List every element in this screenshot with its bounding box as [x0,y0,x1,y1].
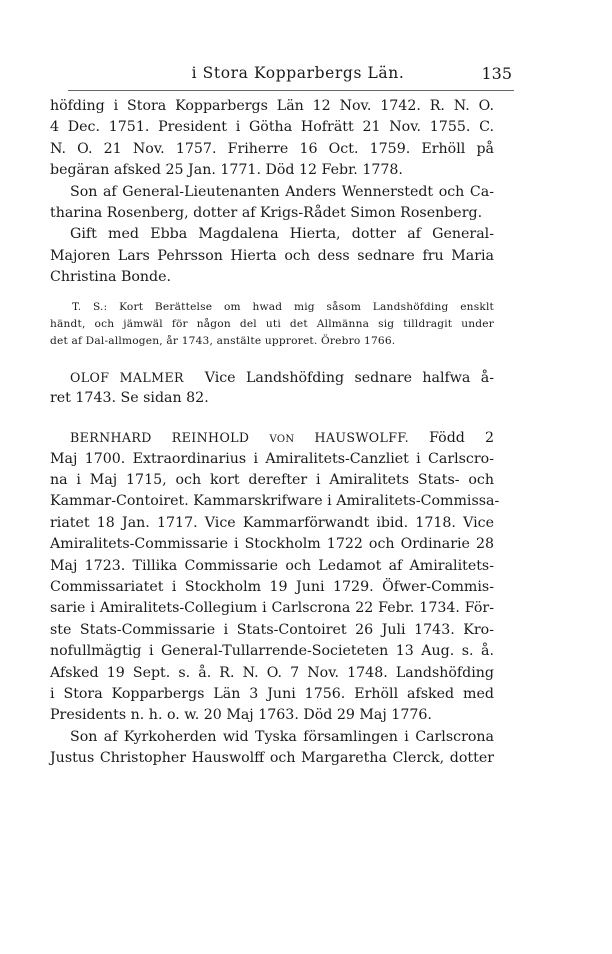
text-line [50,427,494,448]
text-line-rest: Vice Landshöfding sednare halfwa å- [204,369,494,386]
text-line: Kammar-Contoiret. Kammarskrifware i Amiralitets-Commissa- [50,493,500,510]
text-line-rest: Född 2 [429,430,494,447]
text-line: 4 Dec. 1751. President i Götha Hofrätt 21 Nov. 1755. C. [50,119,494,136]
entry-hauswolff [50,427,500,769]
text-line: i Stora Kopparbergs Län 3 Juni 1756. Erhöll afsked med [50,685,494,702]
text-line: begäran afsked 25 Jan. 1771. Död 12 Febr. 1778. [50,162,403,179]
text-line: na i Maj 1715, och kort derefter i Amiralitets Stats- och [50,472,494,489]
text-line: Gift med Ebba Magdalena Hierta, dotter af General- [70,226,494,243]
text-line: Justus Christopher Hauswolff och Margaretha Clerck, dotter [50,750,494,767]
text-line: Commissariatet i Stockholm 19 Juni 1729. Öfwer-Commis- [50,579,494,596]
person-name: BERNHARD REINHOLD [70,430,250,446]
footnote-line: T. S.: Kort Berättelse om hwad mig såsom Landshöfding ensklt [72,300,494,313]
text-line: ste Stats-Commissarie i Stats-Contoiret 26 Juli 1743. Kro- [50,621,494,638]
text-line: riatet 18 Jan. 1717. Vice Kammarförwandt ibid. 1718. Vice [50,514,494,531]
text-line: Amiralitets-Commissarie i Stockholm 1722 och Ordinarie 28 [50,536,494,553]
text-line: Maj 1700. Extraordinarius i Amiralitets-Canzliet i Carlscro- [50,450,494,467]
running-title: i Stora Kopparbergs Län. [191,64,405,82]
text-line: nofullmägtig i General-Tullarrende-Societeten 13 Aug. s. å. [50,643,494,660]
text-line: Son af Kyrkoherden wid Tyska församlingen i Carlscrona [70,728,494,745]
text-line: höfding i Stora Kopparbergs Län 12 Nov. 1742. R. N. O. [50,98,494,114]
text-line: ret 1743. Se sidan 82. [50,389,209,406]
entry-olof-malmer [50,367,494,410]
person-surname: HAUSWOLFF. [314,430,409,446]
text-line: Christina Bonde. [50,269,172,286]
body-text [50,96,500,770]
text-line [50,367,494,388]
page-number: 135 [481,64,512,83]
text-line: Majoren Lars Pehrsson Hierta och dess sednare fru Maria [50,247,494,264]
name-particle: VON [269,434,295,446]
text-line: Maj 1723. Tillika Commissarie och Ledamot af Amiralitets- [50,557,494,574]
entry-continuation [50,96,494,350]
text-line: tharina Rosenberg, dotter af Krigs-Rådet Simon Rosenberg. [50,204,483,221]
footnote-line: händt, och jämwäl för någon del uti det Allmänna sig tilldragit under [50,317,494,330]
text-line: sarie i Amiralitets-Collegium i Carlscrona 22 Febr. 1734. För- [50,600,494,617]
text-line: N. O. 21 Nov. 1757. Friherre 16 Oct. 1759. Erhöll på [50,140,494,157]
text-line: Afsked 19 Sept. s. å. R. N. O. 7 Nov. 1748. Landshöfding [50,664,494,681]
footnote-line: det af Dal-allmogen, år 1743, anstälte upproret. Örebro 1766. [50,334,396,347]
page-header [68,64,514,91]
text-line: Presidents n. h. o. w. 20 Maj 1763. Död 29 Maj 1776. [50,707,432,724]
person-name: OLOF MALMER [70,369,184,385]
text-line: Son af General-Lieutenanten Anders Wennerstedt och Ca- [70,183,494,200]
